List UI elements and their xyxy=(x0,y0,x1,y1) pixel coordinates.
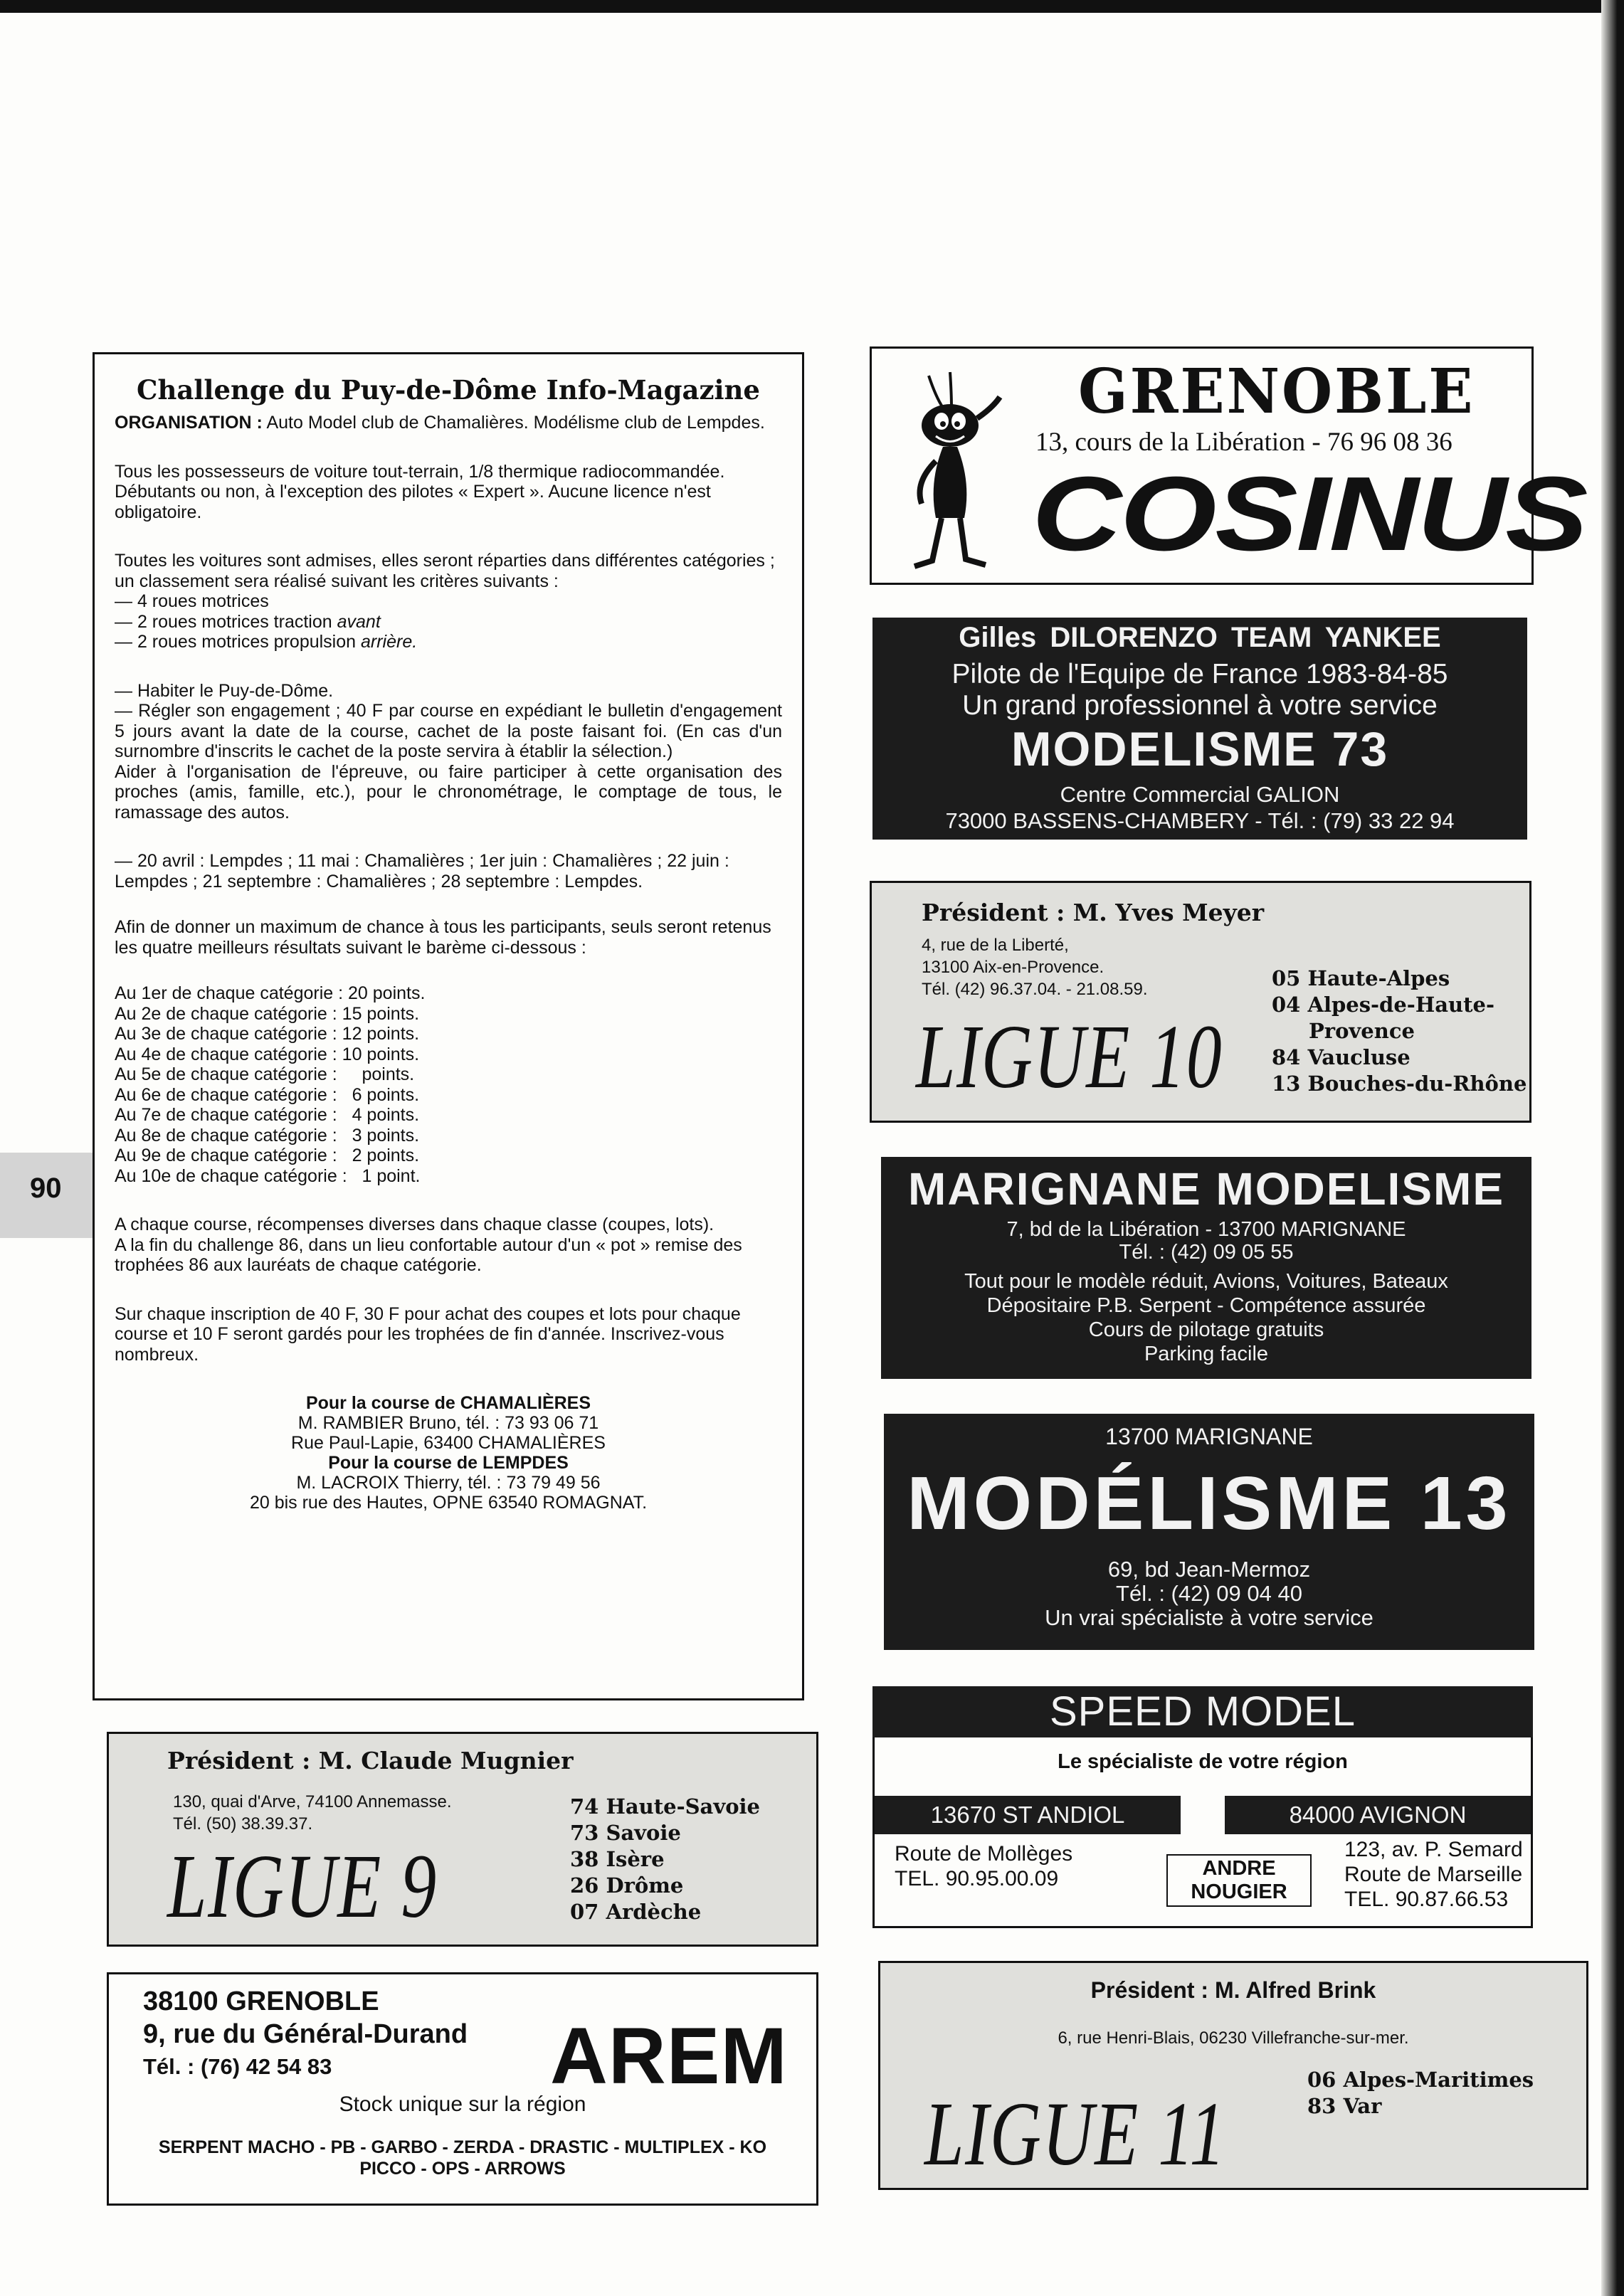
organisation-paragraph xyxy=(115,413,782,433)
m13-city: 13700 MARIGNANE xyxy=(1105,1424,1313,1449)
condition-item: — Régler son engagement ; 40 F par course en expédiant le bulletin d'engagement 5 jours avant la date de la course, cachet de la poste faisant foi. (En cas d'un surnombre d'inscrits le cachet de la poste servira à établir la sélection.) xyxy=(115,701,782,761)
page-edge-shadow xyxy=(1601,0,1624,2296)
arem-city: 38100 GRENOBLE xyxy=(143,1986,379,2016)
m73-headline: Gilles DILORENZO TEAM YANKEE xyxy=(959,622,1441,653)
speed-store-right: 84000 AVIGNON xyxy=(1225,1796,1531,1834)
cosinus-address: 13, cours de la Libération - 76 96 08 36 xyxy=(1035,428,1452,457)
ligue-9-box xyxy=(107,1732,818,1947)
bareme-line: Au 10e de chaque catégorie : 1 point. xyxy=(115,1165,421,1186)
article-title: Challenge du Puy-de-Dôme Info-Magazine xyxy=(137,374,760,406)
contact-heading: Pour la course de CHAMALIÈRES xyxy=(305,1393,591,1413)
bareme-line: Au 7e de chaque catégorie : 4 points. xyxy=(115,1105,420,1125)
president-name: Président : M. Yves Meyer xyxy=(922,899,1265,926)
category-item: — 2 roues motrices traction avant xyxy=(115,611,381,632)
ligue-11-box xyxy=(878,1961,1588,2190)
contact-line: 20 bis rue des Hautes, OPNE 63540 ROMAGNAT. xyxy=(249,1493,648,1513)
category-item: — 4 roues motrices xyxy=(115,591,269,611)
cosinus-ad xyxy=(870,346,1587,585)
speed-logo: SPEED MODEL xyxy=(872,1686,1533,1737)
rewards-paragraph: A chaque course, récompenses diverses dans chaque classe (coupes, lots). xyxy=(115,1215,715,1234)
contacts-block xyxy=(115,1393,782,1513)
speed-store-left: 13670 ST ANDIOL xyxy=(875,1796,1181,1834)
marignane-address: 7, bd de la Libération - 13700 MARIGNANE Tél. : (42) 09 05 55 xyxy=(1006,1218,1406,1264)
ligue-address xyxy=(922,934,1148,1000)
departments-list xyxy=(1272,966,1527,1097)
categories-intro: Toutes les voitures sont admises, elles seront réparties dans différentes catégories ; un classement sera réalisé suivant les critères suivants : xyxy=(115,551,775,591)
department-item: 05 Haute-Alpes xyxy=(1272,966,1450,990)
m73-tagline: Pilote de l'Equipe de France 1983-84-85 Un grand professionnel à votre service xyxy=(951,659,1448,721)
departments-list xyxy=(1307,2067,1534,2120)
cartoon-mascot-icon xyxy=(900,369,1007,575)
department-item: 06 Alpes-Maritimes xyxy=(1307,2068,1534,2092)
departments-list xyxy=(570,1794,760,1925)
address-line: 130, quai d'Arve, 74100 Annemasse. xyxy=(173,1792,452,1811)
top-border xyxy=(0,0,1624,13)
president-name: Président : M. Claude Mugnier xyxy=(167,1747,574,1774)
marignane-modelisme-ad xyxy=(881,1157,1531,1379)
modelisme-13-ad xyxy=(884,1414,1534,1650)
marignane-logo: MARIGNANE MODELISME xyxy=(908,1163,1504,1215)
m73-logo: MODELISME 73 xyxy=(1011,722,1389,776)
intro-paragraph: Tous les possesseurs de voiture tout-terrain, 1/8 thermique radiocommandée. Débutants ou non, à l'exception des pilotes « Expert ». Aucune licence n'est obligatoire. xyxy=(115,461,725,522)
ligue-address xyxy=(173,1791,452,1835)
fees-paragraph: Sur chaque inscription de 40 F, 30 F pour achat des coupes et lots pour chaque course et 10 F seront gardés pour les trophées de fin d'année. Inscrivez-vous nombreux. xyxy=(115,1303,741,1365)
department-item: 13 Bouches-du-Rhône xyxy=(1272,1072,1527,1096)
bareme-line: Au 5e de chaque catégorie : points. xyxy=(115,1064,415,1084)
ligue-address: 6, rue Henri-Blais, 06230 Villefranche-sur-mer. xyxy=(1058,2028,1409,2048)
department-item: 26 Drôme xyxy=(570,1873,684,1898)
department-item: 07 Ardèche xyxy=(570,1900,702,1924)
m13-logo: MODÉLISME 13 xyxy=(907,1461,1512,1545)
arem-address xyxy=(143,1985,468,2083)
arem-street: 9, rue du Général-Durand xyxy=(143,2019,468,2049)
marignane-features: Tout pour le modèle réduit, Avions, Voitures, Bateaux Dépositaire P.B. Serpent - Compétence assurée Cours de pilotage gratuits Parking facile xyxy=(964,1270,1448,1365)
contact-line: M. RAMBIER Bruno, tél. : 73 93 06 71 xyxy=(297,1413,599,1433)
rewards-paragraph: A la fin du challenge 86, dans un lieu confortable autour d'un « pot » remise des trophées 86 aux lauréats de chaque catégorie. xyxy=(115,1234,742,1275)
bareme-line: Au 3e de chaque catégorie : 12 points. xyxy=(115,1024,420,1044)
ligue-title: LIGUE 11 xyxy=(924,2083,1226,2184)
category-item: — 2 roues motrices propulsion arrière. xyxy=(115,632,418,652)
department-item: Provence xyxy=(1309,1019,1415,1043)
department-item: 74 Haute-Savoie xyxy=(570,1794,761,1819)
bareme-line: Au 1er de chaque catégorie : 20 points. xyxy=(115,983,426,1003)
arem-brands: SERPENT MACHO - PB - GARBO - ZERDA - DRASTIC - MULTIPLEX - KO PICCO - OPS - ARROWS xyxy=(158,2137,767,2179)
department-item: 83 Var xyxy=(1307,2094,1382,2118)
president-name: Président : M. Alfred Brink xyxy=(1090,1977,1376,2003)
article-body xyxy=(115,413,782,1513)
address-line: 13100 Aix-en-Provence. xyxy=(922,958,1104,977)
arem-phone: Tél. : (76) 42 54 83 xyxy=(143,2054,332,2079)
condition-item: Aider à l'organisation de l'épreuve, ou faire participer à cette organisation des proches (amis, famille, etc.), pour le chronométrage, le comptage de tous, le ramassage des autos. xyxy=(115,761,782,822)
bareme-intro: Afin de donner un maximum de chance à tous les participants, seuls seront retenus les quatre meilleurs résultats suivant le barème ci-dessous : xyxy=(115,917,771,958)
bareme-line: Au 4e de chaque catégorie : 10 points. xyxy=(115,1044,420,1064)
modelisme-73-ad xyxy=(872,618,1527,840)
speed-tagline: Le spécialiste de votre région xyxy=(1058,1750,1348,1773)
cosinus-city: GRENOBLE xyxy=(1078,356,1475,428)
arem-ad xyxy=(107,1972,818,2206)
ligue-10-box xyxy=(870,881,1531,1123)
bareme-line: Au 8e de chaque catégorie : 3 points. xyxy=(115,1125,420,1146)
department-item: 73 Savoie xyxy=(570,1821,681,1845)
contact-heading: Pour la course de LEMPDES xyxy=(328,1453,569,1473)
arem-logo: AREM xyxy=(550,2011,788,2100)
department-item: 84 Vaucluse xyxy=(1272,1045,1411,1069)
dates-paragraph: — 20 avril : Lempdes ; 11 mai : Chamalières ; 1er juin : Chamalières ; 22 juin : Lempdes ; 21 septembre : Chamalières ; 28 septembre : Lempdes. xyxy=(115,851,729,892)
condition-item: — Habiter le Puy-de-Dôme. xyxy=(115,680,334,701)
contact-line: M. LACROIX Thierry, tél. : 73 79 49 56 xyxy=(296,1473,601,1493)
phone-line: Tél. (50) 38.39.37. xyxy=(173,1814,313,1834)
phone-line: Tél. (42) 96.37.04. - 21.08.59. xyxy=(922,980,1148,999)
page-number: 90 xyxy=(30,1173,62,1204)
department-item: 38 Isère xyxy=(570,1847,665,1871)
speed-address-right: 123, av. P. Semard Route de Marseille TEL. 90.87.66.53 xyxy=(1344,1838,1523,1911)
department-item: 04 Alpes-de-Haute- xyxy=(1272,993,1494,1017)
organisation-label: ORGANISATION : xyxy=(115,413,263,433)
speed-model-ad xyxy=(872,1686,1533,1928)
cosinus-logo: COSINUS xyxy=(1032,455,1587,573)
contact-line: Rue Paul-Lapie, 63400 CHAMALIÈRES xyxy=(291,1433,606,1453)
speed-address-left: Route de Mollèges TEL. 90.95.00.09 xyxy=(895,1842,1073,1890)
m73-address: Centre Commercial GALION 73000 BASSENS-CHAMBERY - Tél. : (79) 33 22 94 xyxy=(945,782,1455,833)
address-line: 4, rue de la Liberté, xyxy=(922,936,1069,955)
speed-frame xyxy=(872,1737,1533,1928)
m13-address: 69, bd Jean-Mermoz Tél. : (42) 09 04 40 Un vrai spécialiste à votre service xyxy=(1045,1557,1373,1630)
speed-owner: ANDRE NOUGIER xyxy=(1166,1854,1312,1907)
arem-stock: Stock unique sur la région xyxy=(339,2093,586,2116)
organisation-text: Auto Model club de Chamalières. Modélisme club de Lempdes. xyxy=(262,413,765,433)
bareme-line: Au 6e de chaque catégorie : 6 points. xyxy=(115,1084,420,1105)
ligue-title: LIGUE 9 xyxy=(167,1836,438,1937)
bareme-line: Au 2e de chaque catégorie : 15 points. xyxy=(115,1003,420,1024)
bareme-line: Au 9e de chaque catégorie : 2 points. xyxy=(115,1146,420,1165)
challenge-article xyxy=(93,352,804,1700)
ligue-title: LIGUE 10 xyxy=(916,1006,1223,1107)
